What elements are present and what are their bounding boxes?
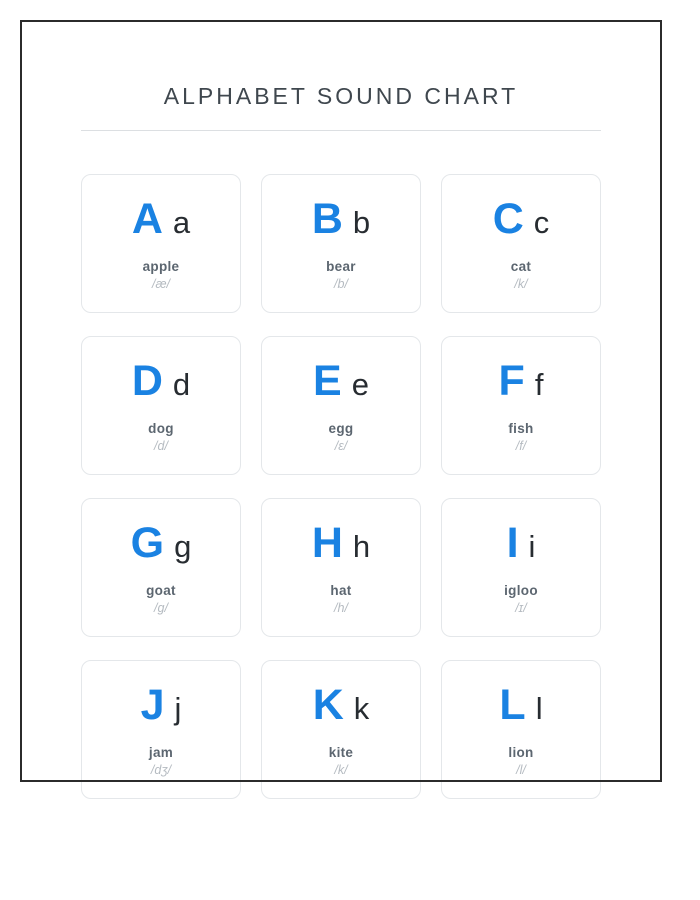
uppercase-letter: I — [506, 519, 519, 568]
card-grid — [81, 174, 601, 799]
phonetic-label: /h/ — [334, 601, 348, 616]
word-label: dog — [148, 421, 174, 437]
phonetic-label: /d/ — [154, 439, 168, 454]
letter-pair — [82, 195, 240, 244]
letter-card — [261, 498, 421, 637]
letter-pair — [442, 681, 600, 730]
page-content — [20, 20, 662, 799]
word-label: lion — [508, 745, 534, 761]
phonetic-label: /ɛ/ — [334, 439, 348, 454]
lowercase-letter: g — [174, 529, 192, 565]
letter-pair — [442, 195, 600, 244]
lowercase-letter: j — [174, 691, 182, 727]
letter-card — [441, 174, 601, 313]
lowercase-letter: d — [172, 367, 191, 403]
phonetic-label: /g/ — [154, 601, 168, 616]
phonetic-label: /b/ — [334, 277, 348, 292]
uppercase-letter: H — [311, 519, 343, 568]
letter-card — [261, 336, 421, 475]
lowercase-letter: c — [533, 205, 550, 241]
phonetic-label: /f/ — [515, 439, 527, 454]
uppercase-letter: E — [313, 357, 342, 406]
phonetic-label: /ɪ/ — [515, 601, 527, 616]
uppercase-letter: A — [131, 195, 163, 244]
letter-card — [81, 498, 241, 637]
lowercase-letter: e — [351, 367, 369, 403]
letter-card — [81, 336, 241, 475]
letter-pair — [262, 357, 420, 406]
letter-pair — [82, 681, 240, 730]
letter-card — [441, 498, 601, 637]
uppercase-letter: C — [492, 195, 524, 244]
letter-card — [441, 336, 601, 475]
letter-card — [261, 660, 421, 799]
lowercase-letter: l — [535, 691, 543, 727]
lowercase-letter: b — [352, 205, 371, 241]
uppercase-letter: K — [312, 681, 344, 730]
letter-pair — [82, 357, 240, 406]
letter-card — [81, 174, 241, 313]
letter-pair — [262, 519, 420, 568]
uppercase-letter: J — [140, 681, 165, 730]
word-label: cat — [510, 259, 532, 275]
lowercase-letter: a — [172, 205, 191, 241]
lowercase-letter: h — [352, 529, 371, 565]
lowercase-letter: k — [353, 691, 370, 727]
letter-pair — [262, 681, 420, 730]
letter-card — [81, 660, 241, 799]
uppercase-letter: F — [498, 357, 525, 406]
word-label: goat — [146, 583, 176, 599]
word-label: egg — [328, 421, 354, 437]
lowercase-letter: f — [534, 367, 544, 403]
word-label: kite — [328, 745, 354, 761]
word-label: apple — [142, 259, 180, 275]
phonetic-label: /dʒ/ — [150, 763, 172, 778]
uppercase-letter: L — [499, 681, 526, 730]
letter-card — [261, 174, 421, 313]
word-label: jam — [148, 745, 174, 761]
lowercase-letter: i — [528, 529, 536, 565]
uppercase-letter: D — [131, 357, 163, 406]
phonetic-label: /l/ — [516, 763, 526, 778]
letter-pair — [442, 519, 600, 568]
word-label: fish — [508, 421, 534, 437]
uppercase-letter: G — [130, 519, 165, 568]
word-label: igloo — [504, 583, 538, 599]
letter-pair — [82, 519, 240, 568]
uppercase-letter: B — [311, 195, 343, 244]
phonetic-label: /k/ — [514, 277, 528, 292]
title-divider — [81, 130, 601, 131]
letter-card — [441, 660, 601, 799]
page-title: ALPHABET SOUND CHART — [163, 83, 519, 109]
word-label: bear — [326, 259, 356, 275]
letter-pair — [262, 195, 420, 244]
phonetic-label: /æ/ — [151, 277, 171, 292]
phonetic-label: /k/ — [334, 763, 348, 778]
word-label: hat — [330, 583, 352, 599]
letter-pair — [442, 357, 600, 406]
